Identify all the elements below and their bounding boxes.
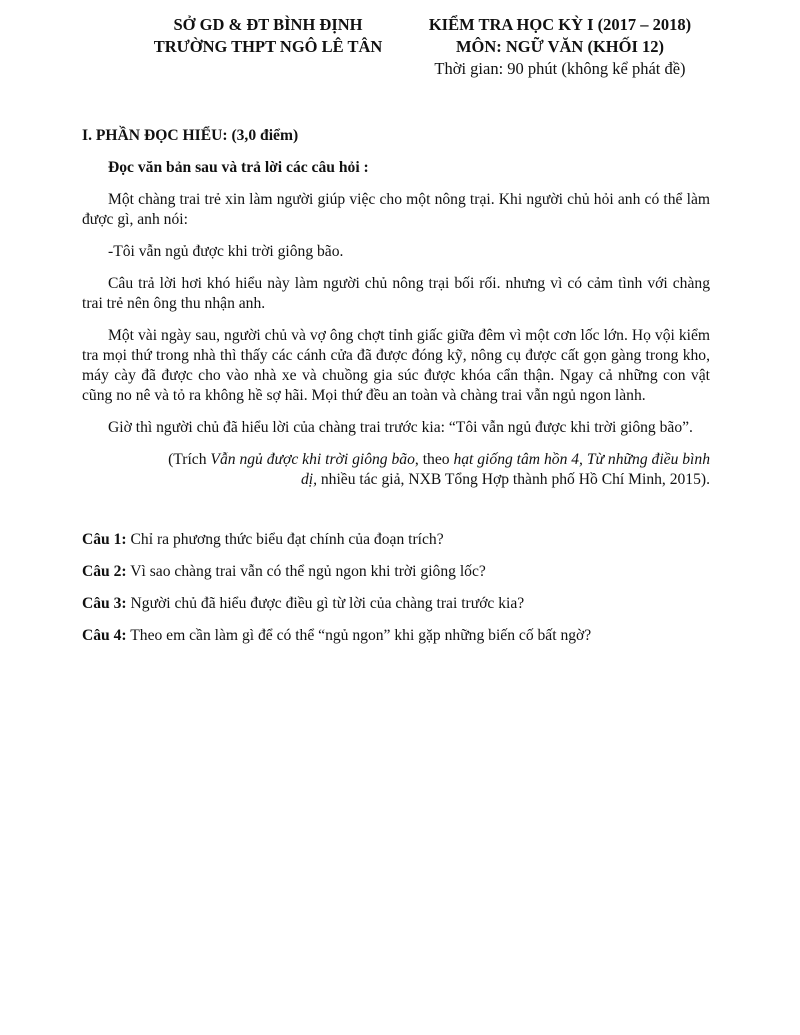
- source-suffix: nhiều tác giả, NXB Tổng Hợp thành phố Hồ Chí Minh, 2015).: [316, 471, 710, 488]
- source-middle: , theo: [414, 451, 454, 468]
- question-label: Câu 2:: [82, 563, 127, 580]
- question-text: Chỉ ra phương thức biểu đạt chính của đoạn trích?: [126, 531, 444, 548]
- question-item: [82, 594, 710, 614]
- question-list: [82, 530, 710, 646]
- question-item: [82, 530, 710, 550]
- exam-duration: Thời gian: 90 phút (không kể phát đề): [434, 59, 686, 78]
- source-book-title: hạt giống tâm hồn 4, Từ những điều bình dị,: [300, 451, 710, 488]
- section-instruction: Đọc văn bản sau và trả lời các câu hỏi :: [108, 159, 369, 176]
- source-work-title: Vẫn ngủ được khi trời giông bão: [210, 451, 415, 468]
- section-title: I. PHẦN ĐỌC HIỂU: (3,0 điểm): [82, 127, 299, 144]
- source-prefix: (Trích: [168, 451, 211, 468]
- passage-paragraph: Một chàng trai trẻ xin làm người giúp việc cho một nông trại. Khi người chủ hỏi anh có thể làm được gì, anh nói:: [82, 191, 710, 228]
- question-text: Vì sao chàng trai vẫn có thể ngủ ngon khi trời giông lốc?: [126, 563, 486, 580]
- question-text: Người chủ đã hiểu được điều gì từ lời của chàng trai trước kia?: [126, 595, 525, 612]
- school-header: [118, 14, 418, 58]
- question-label: Câu 1:: [82, 531, 127, 548]
- exam-title: KIỂM TRA HỌC KỲ I (2017 – 2018): [428, 15, 692, 34]
- exam-header: [410, 14, 710, 80]
- question-item: [82, 562, 710, 582]
- department-name: SỞ GD & ĐT BÌNH ĐỊNH: [173, 15, 363, 34]
- passage-paragraph: Giờ thì người chủ đã hiểu lời của chàng trai trước kia: “Tôi vẫn ngủ được khi trời giông bão”.: [108, 419, 693, 436]
- question-label: Câu 3:: [82, 595, 127, 612]
- exam-subject: MÔN: NGỮ VĂN (KHỐI 12): [455, 37, 665, 56]
- school-name: TRƯỜNG THPT NGÔ LÊ TÂN: [153, 37, 383, 56]
- question-label: Câu 4:: [82, 627, 127, 644]
- passage-paragraph: Một vài ngày sau, người chủ và vợ ông chợt tỉnh giấc giữa đêm vì một cơn lốc lớn. Họ vội kiểm tra mọi thứ trong nhà thì thấy các cánh cửa đã được đóng kỹ, nông cụ được cất gọn gàng trong kho, máy cày đã được cho vào nhà xe và chuồng gia súc được khóa cẩn thận. Ngay cả những con vật cũng no nê và tỏ ra không hề sợ hãi. Mọi thứ đều an toàn và chàng trai vẫn ngủ ngon lành.: [82, 327, 710, 404]
- passage-paragraph: Câu trả lời hơi khó hiểu này làm người chủ nông trại bối rối. nhưng vì có cảm tình với chàng trai trẻ nên ông thu nhận anh.: [82, 275, 710, 312]
- exam-body: [82, 126, 710, 658]
- passage-paragraph: -Tôi vẫn ngủ được khi trời giông bão.: [108, 243, 344, 260]
- source-citation: [82, 450, 710, 490]
- question-item: [82, 626, 710, 646]
- question-text: Theo em cần làm gì để có thể “ngủ ngon” khi gặp những biến cố bất ngờ?: [126, 627, 592, 644]
